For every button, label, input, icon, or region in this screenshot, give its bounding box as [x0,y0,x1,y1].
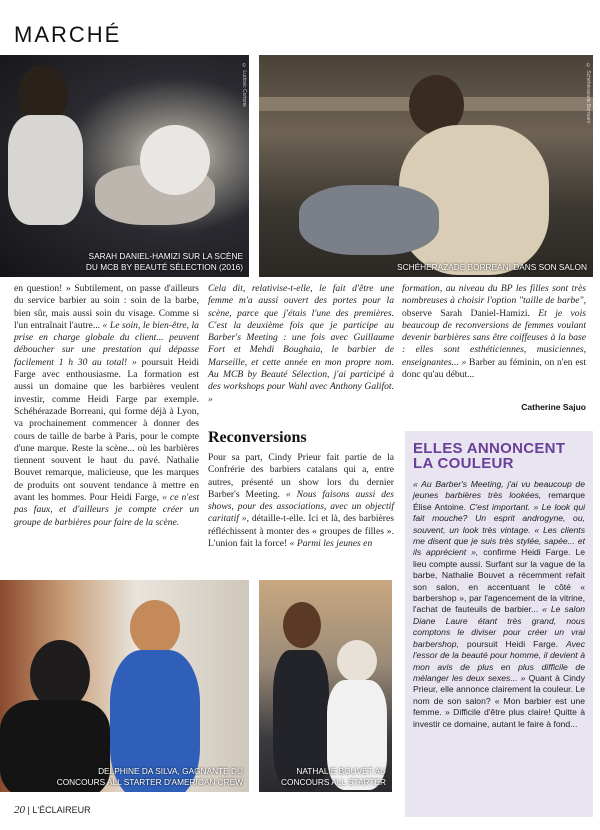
article-column-3: formation, au niveau du BP les filles sont très nombreuses à choisir l'option "taille de barbe", observe Sarah Daniel-Hamizi. Et je vois beaucoup de reconversions de femmes voulant devenir barbières sans être coiffeuses à la base : elles sont esthéticiennes, musiciennes, enseignantes... » Barber au féminin, on n'en est donc qu'au début... [402,283,587,381]
article-column-1: en question! » Subtilement, on passe d'ailleurs du service barbier au soin : soin de la barbe, bien sûr, mais aussi soin du visage. Comme si l'un entraînait l'autre... « Le soin, le bien-être, la prise en charge globale du client... peuvent déboucher sur une prestation qui dépasse facilement 1 h 30 au total! » poursuit Heidi Farge avec enthousiasme. La formation est aussi un domaine que les barbières veulent investir, comme Heidi Farge par exemple. Schéhérazade Borreani, qui forme déjà à Lyon, va prochainement commencer à donner des cours de taille de barbe à Paris, pour le compte d'une marque. Reste la scène... où les barbières tiennent souvent le haut du pavé. Nathalie Bouvet remarque, malicieuse, que les marques de produits ont souvent tendance à mettre en avant les hommes. Pour Heidi Farge, « ce n'est pas faux, et d'ailleurs je compte créer un groupe de barbières pour faire de la scène. [14,283,200,528]
photo-credit: © Schéhérazade Borreani [585,63,591,123]
subheading: Reconversions [208,429,307,446]
author-signature: Catherine Sajuo [521,402,586,412]
sidebar-text: « Au Barber's Meeting, j'ai vu beaucoup de jeunes barbières très lookées, remarque Élise Antoine. C'est important. » Le look qui fait mouche? Un esprit androgyne, ou, souvent, un look très vintage. « Les clients me disent que je suis très stylée, sapée... et ils apprécient », confirme Heidi Farge. Le lieu compte aussi. Surfant sur la vague de la barbe, Nathalie Bouvet a récemment refait son salon, en accentuant le côté « barbershop », par l'agencement de la vitrine, l'achat de fauteuils de barbier... « Le salon Diane Laure étant très grand, nous comptons le diviser pour créer un vrai barbershop, poursuit Heidi Farge. Avec l'essor de la beauté pour homme, il devient à mon avis de plus en plus difficile de mélanger les deux sexes... » Quant à Cindy Prieur, elle annonce clairement la couleur. Le nom de son salon? « Mon barbier est une femme. » Difficile d'être plus claire! Quitte à investir ce domaine, autant le faire à fond... [413,479,586,729]
page-footer [14,804,91,816]
photo-caption: SARAH DANIEL-HAMIZI SUR LA SCÈNE DU MCB BY BEAUTÉ SÉLECTION (2016) [85,251,243,272]
sidebar-box [405,431,593,817]
article-column-2-bottom: Pour sa part, Cindy Prieur fait partie de la Confrérie des barbiers catalans qui a, entre autres, présenté un show lors du dernier Barber's Meeting. « Nous faisons aussi des shows, pour des associations, avec un objectif caritatif », détaille-t-elle. Ici et là, des barbières réfléchissent à monter des « groupes de filles ». L'union fait la force! « Parmi les jeunes en [208,452,395,550]
photo-caption: DELPHINE DA SILVA, GAGNANTE DU CONCOURS ALL STARTER D'AMERICAN CREW [56,766,243,787]
magazine-name: L'ÉCLAIREUR [32,805,91,815]
photo-salon [259,55,593,277]
sidebar-title: ELLES ANNONCENT LA COULEUR [413,440,566,472]
photo-delphine [0,580,249,792]
photo-nathalie [259,580,392,792]
section-title: MARCHÉ [14,22,122,47]
photo-caption: SCHÉHÉRAZADE BORREANI DANS SON SALON [397,262,587,272]
photo-caption: NATHALIE BOUVET AU CONCOURS ALL STARTER [281,766,386,787]
photo-sarah-stage [0,55,249,277]
page-number: 20 [14,804,25,816]
footer-divider: | [27,805,33,815]
photo-credit: © Ludovic Cortone [241,63,247,107]
article-column-2: Cela dit, relativise-t-elle, le fait d'être une femme m'a aussi ouvert des portes pour la scène, parce que j'étais l'une des premières. C'est la deuxième fois que je participe au Barber's Meeting : une fois avec Guillaume Fort et Mehdi Boughaia, le barbier de Marseille, et cette année en mon propre nom. Au MCB by Beauté Sélection, j'ai participé à des workshops pour Wahl avec Anthony Galifot. » [208,283,394,405]
